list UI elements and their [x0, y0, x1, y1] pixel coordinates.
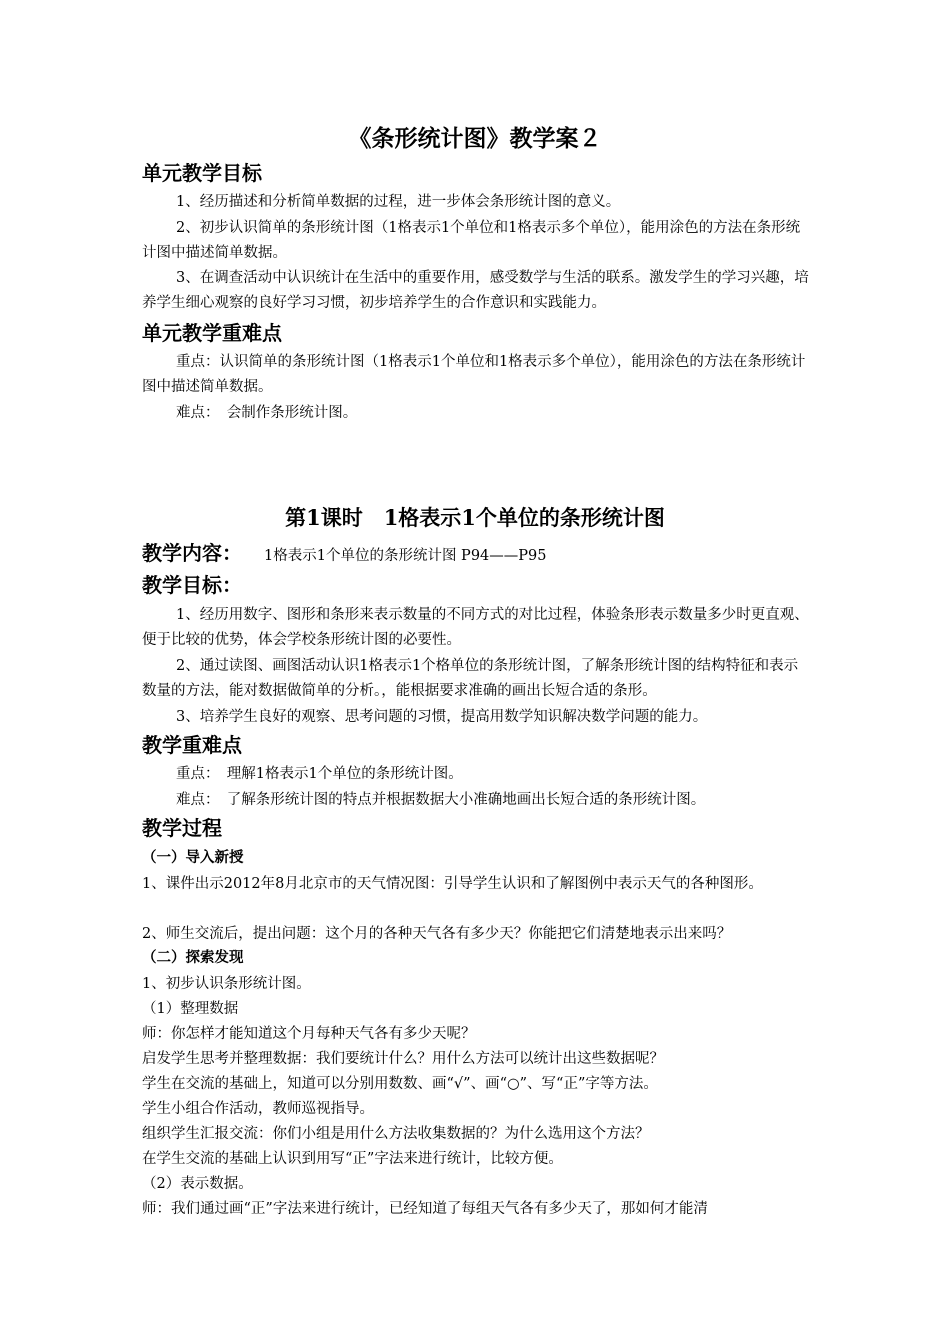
process-line: 在学生交流的基础上认识到用写“正”字法来进行统计，比较方便。	[142, 1151, 563, 1167]
unit-goal-item: 1、经历描述和分析简单数据的过程，进一步体会条形统计图的意义。	[176, 194, 621, 210]
process-line: 1、初步认识条形统计图。	[142, 976, 311, 992]
process-line: 启发学生思考并整理数据：我们要统计什么？用什么方法可以统计出这些数据呢？	[142, 1051, 664, 1067]
lesson-goals-heading: 教学目标：	[142, 573, 242, 597]
process-line: 师：我们通过画“正”字法来进行统计，已经知道了每组天气各有多少天了，那如何才能清	[142, 1201, 708, 1217]
lesson-key-point: 重点： 理解1格表示1个单位的条形统计图。	[176, 766, 463, 782]
process-paragraph: 1、课件出示2012年8月北京市的天气情况图：引导学生认识和了解图例中表示天气的各种图形。	[142, 876, 763, 892]
process-line: 2、师生交流后，提出问题：这个月的各种天气各有多少天？你能把它们清楚地表示出来吗？	[142, 926, 732, 942]
lesson-difficult-point: 难点： 了解条形统计图的特点并根据数据大小准确地画出长短合适的条形统计图。	[176, 792, 706, 808]
unit-key-points-heading: 单元教学重难点	[142, 321, 282, 345]
unit-goals-heading: 单元教学目标	[142, 161, 262, 185]
process-line: 师：你怎样才能知道这个月每种天气各有多少天呢？	[142, 1026, 476, 1042]
process-line: 组织学生汇报交流：你们小组是用什么方法收集数据的？为什么选用这个方法？	[142, 1126, 650, 1142]
lesson-goal-item: 1、经历用数字、图形和条形来表示数量的不同方式的对比过程，体验条形表示数量多少时更直观、便于比较的优势，体会学校条形统计图的必要性。	[142, 607, 809, 648]
process-line: （1）整理数据	[142, 1001, 239, 1017]
process-line: 学生小组合作活动，教师巡视指导。	[142, 1101, 374, 1117]
unit-goal-item: 3、在调查活动中认识统计在生活中的重要作用，感受数学与生活的联系。激发学生的学习兴趣，培养学生细心观察的良好学习习惯，初步培养学生的合作意识和实践能力。	[142, 270, 809, 311]
document-title: 《条形统计图》教学案２	[348, 125, 602, 152]
lesson-goal-item: 3、培养学生良好的观察、思考问题的习惯，提高用数学知识解决数学问题的能力。	[176, 709, 708, 725]
lesson-content-label: 教学内容：	[142, 541, 242, 565]
unit-difficult-point: 难点： 会制作条形统计图。	[176, 405, 358, 421]
unit-key-point: 重点：认识简单的条形统计图（1格表示1个单位和1格表示多个单位），能用涂色的方法在条形统计图中描述简单数据。	[142, 354, 806, 395]
lesson-content-value: 1格表示1个单位的条形统计图 P94——P95	[264, 548, 547, 564]
process-line: （2）表示数据。	[142, 1176, 253, 1192]
lesson-key-heading: 教学重难点	[142, 733, 242, 757]
process-line: 学生在交流的基础上，知道可以分别用数数、画“√”、画“○”、写“正”字等方法。	[142, 1076, 658, 1092]
lesson-title: 第1课时 1格表示1个单位的条形统计图	[285, 505, 665, 530]
process-heading: 教学过程	[142, 816, 222, 840]
lesson-goal-item: 2、通过读图、画图活动认识1格表示1个格单位的条形统计图，了解条形统计图的结构特征和表示数量的方法，能对数据做简单的分析。，能根据要求准确的画出长短合适的条形。	[142, 658, 799, 699]
section-heading: （一）导入新授	[142, 850, 244, 866]
unit-goal-item: 2、初步认识简单的条形统计图（1格表示1个单位和1格表示多个单位），能用涂色的方法在条形统计图中描述简单数据。	[142, 220, 801, 261]
lesson-content-row	[142, 540, 546, 569]
section-heading: （二）探索发现	[142, 950, 244, 966]
